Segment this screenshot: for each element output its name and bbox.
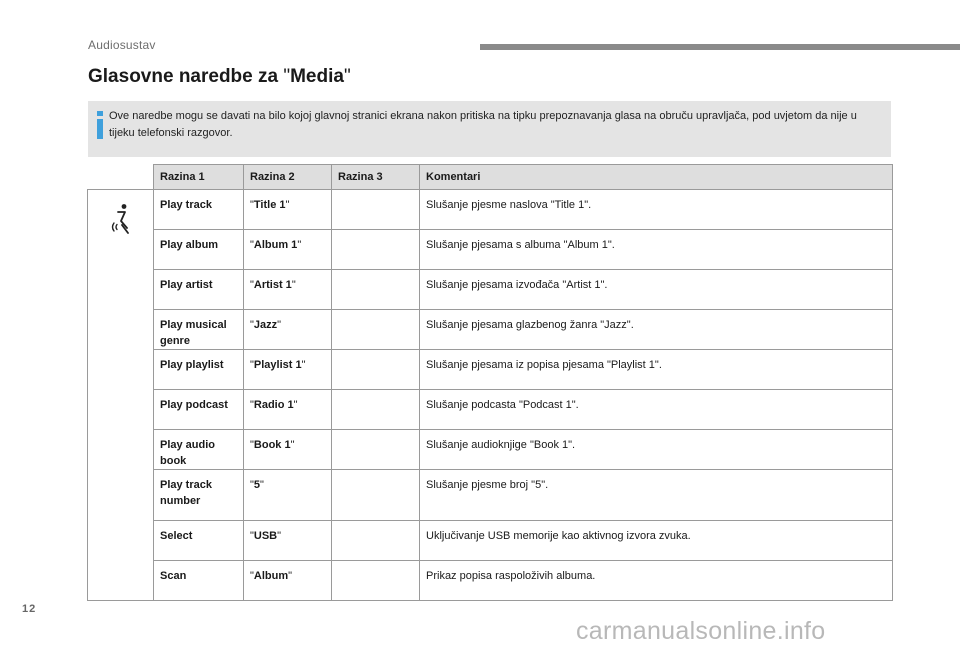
table-row	[88, 430, 893, 470]
level-2-value: Book 1	[253, 439, 291, 451]
cell-comment: Slušanje pjesme broj "5".	[420, 470, 893, 521]
level-2-value: Jazz	[253, 319, 278, 331]
cell-level-1: Select	[154, 521, 244, 561]
title-quote-close: "	[343, 66, 351, 87]
cell-comment: Slušanje pjesama iz popisa pjesama "Playlist 1".	[420, 350, 893, 390]
page-title	[88, 66, 351, 88]
voice-command-icon	[108, 203, 134, 235]
watermark: carmanualsonline.info	[576, 617, 826, 645]
cell-comment: Slušanje pjesme naslova "Title 1".	[420, 190, 893, 230]
header-blank-cell	[88, 165, 154, 190]
level-2-value: Title 1	[253, 199, 286, 211]
cell-level-2: "Book 1"	[244, 430, 332, 470]
title-quote-open: "	[283, 66, 291, 87]
header-comments: Komentari	[420, 165, 893, 190]
table-row	[88, 270, 893, 310]
cell-level-2: "Artist 1"	[244, 270, 332, 310]
cell-level-3	[332, 310, 420, 350]
cell-level-1: Play album	[154, 230, 244, 270]
cell-level-2: "Jazz"	[244, 310, 332, 350]
info-text: Ove naredbe mogu se davati na bilo kojoj glavnoj stranici ekrana nakon pritiska na tipku prepoznavanja glasa na obruču upravljača, pod uvjetom da nije u tijeku telefonski razgovor.	[109, 110, 857, 139]
cell-level-3	[332, 190, 420, 230]
table-row	[88, 521, 893, 561]
table-row	[88, 190, 893, 230]
title-media: Media	[290, 66, 344, 87]
cell-level-3	[332, 561, 420, 601]
level-2-value: Playlist 1	[253, 359, 302, 371]
cell-level-1: Play track number	[154, 470, 244, 521]
header-level-1: Razina 1	[154, 165, 244, 190]
cell-level-1: Play track	[154, 190, 244, 230]
page-number: 12	[22, 603, 37, 615]
table-row	[88, 310, 893, 350]
cell-level-1: Play audio book	[154, 430, 244, 470]
cell-level-2: "Playlist 1"	[244, 350, 332, 390]
voice-command-table	[87, 164, 893, 601]
table-header-row	[88, 165, 893, 190]
cell-level-1: Play artist	[154, 270, 244, 310]
header-bar	[480, 44, 960, 50]
cell-level-3	[332, 270, 420, 310]
level-2-value: Radio 1	[253, 399, 294, 411]
table-row	[88, 561, 893, 601]
cell-level-2: "5"	[244, 470, 332, 521]
cell-level-2: "Album 1"	[244, 230, 332, 270]
icon-cell	[88, 190, 154, 601]
cell-level-1: Scan	[154, 561, 244, 601]
cell-level-2: "Album"	[244, 561, 332, 601]
level-2-value: Album	[253, 570, 289, 582]
table-row	[88, 470, 893, 521]
cell-level-3	[332, 521, 420, 561]
cell-level-1: Play podcast	[154, 390, 244, 430]
cell-comment: Prikaz popisa raspoloživih albuma.	[420, 561, 893, 601]
cell-comment: Slušanje pjesama izvođača "Artist 1".	[420, 270, 893, 310]
cell-comment: Slušanje audioknjige "Book 1".	[420, 430, 893, 470]
level-2-value: Artist 1	[253, 279, 292, 291]
cell-level-2: "Title 1"	[244, 190, 332, 230]
info-icon	[96, 111, 105, 141]
cell-level-2: "Radio 1"	[244, 390, 332, 430]
title-text: Glasovne naredbe za	[88, 66, 284, 87]
cell-level-3	[332, 350, 420, 390]
level-2-value: 5	[253, 479, 261, 491]
cell-level-1: Play musical genre	[154, 310, 244, 350]
cell-level-2: "USB"	[244, 521, 332, 561]
level-2-value: Album 1	[253, 239, 298, 251]
info-box	[88, 101, 891, 157]
cell-level-3	[332, 390, 420, 430]
cell-level-1: Play playlist	[154, 350, 244, 390]
cell-level-3	[332, 230, 420, 270]
cell-comment: Slušanje pjesama glazbenog žanra "Jazz".	[420, 310, 893, 350]
table-row	[88, 350, 893, 390]
table-row	[88, 390, 893, 430]
header-level-2: Razina 2	[244, 165, 332, 190]
cell-comment: Uključivanje USB memorije kao aktivnog izvora zvuka.	[420, 521, 893, 561]
cell-level-3	[332, 430, 420, 470]
section-label: Audiosustav	[88, 38, 156, 52]
cell-comment: Slušanje pjesama s albuma "Album 1".	[420, 230, 893, 270]
table-row	[88, 230, 893, 270]
cell-comment: Slušanje podcasta "Podcast 1".	[420, 390, 893, 430]
header-level-3: Razina 3	[332, 165, 420, 190]
cell-level-3	[332, 470, 420, 521]
level-2-value: USB	[253, 530, 278, 542]
